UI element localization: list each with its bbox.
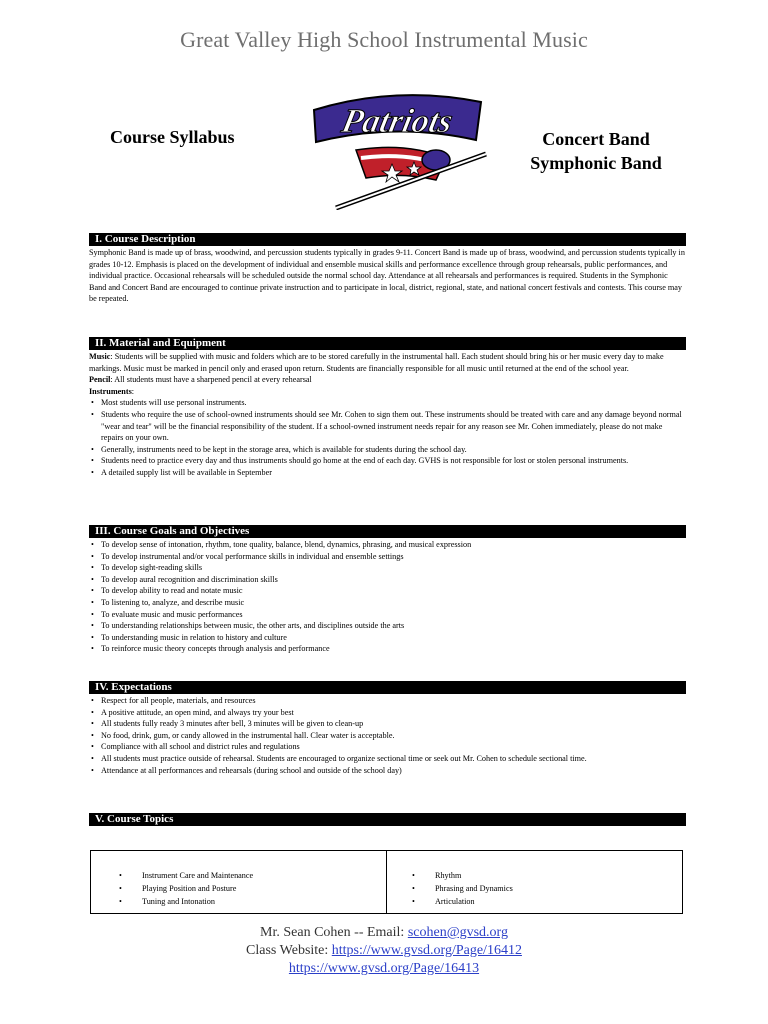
list-item: • A detailed supply list will be available in September (89, 467, 685, 479)
topics-column-right (387, 851, 682, 913)
concert-band-label: Concert Band (542, 129, 650, 149)
goals-list (89, 539, 685, 655)
instruments-paragraph (89, 386, 685, 398)
website-prefix: Class Website: (246, 943, 332, 958)
pencil-label: Pencil (89, 375, 111, 385)
list-item: • To develop sense of intonation, rhythm, tone quality, balance, blend, dynamics, phrasing, and musical expression (89, 539, 685, 551)
list-item: • Tuning and Intonation (91, 895, 386, 908)
page-title: Great Valley High School Instrumental Music (180, 27, 588, 52)
logo-text: Patriots (338, 102, 457, 140)
instruments-label: Instruments (89, 386, 132, 396)
instruments-colon: : (131, 386, 135, 396)
course-syllabus-heading: Course Syllabus (110, 127, 235, 147)
patriots-logo (296, 80, 496, 210)
list-item: • Attendance at all performances and rehearsals (during school and outside of the school day) (89, 765, 685, 777)
section-header-goals: III. Course Goals and Objectives (89, 525, 686, 538)
list-item: • A positive attitude, an open mind, and always try your best (89, 707, 685, 719)
list-item: • To reinforce music theory concepts through analysis and performance (89, 643, 685, 655)
music-text: : Students will be supplied with music and folders which are to be stored carefully in the instrumental hall. Each student should bring his or her music every day to make markings. Music must be marked in pencil only and erased upon return. Students are financially responsible for all music until returned at the end of the school year. (89, 352, 664, 373)
section-body-expectations (89, 695, 685, 776)
website-line (0, 942, 768, 960)
list-item: • To listening to, analyze, and describe music (89, 597, 685, 609)
email-link[interactable]: scohen@gvsd.org (407, 925, 508, 940)
list-item: • All students fully ready 3 minutes after bell, 3 minutes will be given to clean-up (89, 718, 685, 730)
list-item: • Phrasing and Dynamics (387, 882, 682, 895)
list-item: • To develop aural recognition and discrimination skills (89, 574, 685, 586)
section-header-materials: II. Material and Equipment (89, 337, 686, 350)
section-header-expectations: IV. Expectations (89, 681, 686, 694)
website-link-2[interactable]: https://www.gvsd.org/Page/16413 (288, 961, 480, 976)
list-item: • Playing Position and Posture (91, 882, 386, 895)
pencil-paragraph (89, 374, 685, 386)
expectations-list (89, 695, 685, 776)
list-item: • To develop sight-reading skills (89, 562, 685, 574)
topics-table (90, 850, 683, 914)
website-line-2 (0, 960, 768, 978)
list-item: • Respect for all people, materials, and resources (89, 695, 685, 707)
band-names-heading (496, 127, 696, 175)
list-item: • Compliance with all school and district rules and regulations (89, 741, 685, 753)
list-item: • To develop instrumental and/or vocal performance skills in individual and ensemble settings (89, 551, 685, 563)
contact-line (0, 924, 768, 942)
music-label: Music (89, 352, 111, 361)
list-item: • To understanding relationships between music, the other arts, and disciplines outside the arts (89, 620, 685, 632)
list-item: • Instrument Care and Maintenance (91, 869, 386, 882)
music-paragraph (89, 351, 685, 374)
list-item: • To evaluate music and music performances (89, 609, 685, 621)
list-item: • No food, drink, gum, or candy allowed in the instrumental hall. Clear water is acceptable. (89, 730, 685, 742)
list-item: • To understanding music in relation to history and culture (89, 632, 685, 644)
section-header-description: I. Course Description (89, 233, 686, 246)
list-item: • Students need to practice every day and thus instruments should go home at the end of each day. GVHS is not responsible for lost or stolen personal instruments. (89, 455, 685, 467)
list-item: • Articulation (387, 895, 682, 908)
section-body-materials (89, 351, 685, 479)
list-item: • Generally, instruments need to be kept in the storage area, which is available for students during the school day. (89, 444, 685, 456)
contact-prefix: Mr. Sean Cohen -- Email: (260, 925, 408, 940)
list-item: • Students who require the use of school-owned instruments should see Mr. Cohen to sign them out. These instruments should be treated with care and any damage beyond normal "wear and tear" will be the financial responsibility of the student. If a school-owned instrument needs repair for any reason see Mr. Cohen immediately, please do not make repairs on your own. (89, 409, 685, 444)
section-body-description (89, 247, 685, 305)
website-link-1[interactable]: https://www.gvsd.org/Page/16412 (331, 943, 522, 958)
section-body-goals (89, 539, 685, 655)
list-item: • All students must practice outside of rehearsal. Students are encouraged to organize sectional time or seek out Mr. Cohen to schedule sectional time. (89, 753, 685, 765)
instruments-list (89, 397, 685, 478)
symphonic-band-label: Symphonic Band (530, 153, 662, 173)
section-header-topics: V. Course Topics (89, 813, 686, 826)
list-item: • Most students will use personal instruments. (89, 397, 685, 409)
topics-column-left (91, 851, 387, 913)
list-item: • Rhythm (387, 869, 682, 882)
contact-footer (0, 924, 768, 978)
description-text: Symphonic Band is made up of brass, woodwind, and percussion students typically in grades 9-11. Concert Band is made up of brass, woodwind, and percussion students typically in grades 10-12. Emphasis is placed on the development of individual and ensemble musical skills and performance excellence through group rehearsals, public performances, and individual practice. Occasional rehearsals will be scheduled outside the normal school day. Attendance at all rehearsals and performances is required. Students in the Symphonic Band and Concert Band are encouraged to continue private instruction and to participate in local, district, regional, state, and national concert festivals and contests. This course may be repeated. (89, 248, 685, 304)
list-item: • To develop ability to read and notate music (89, 585, 685, 597)
pencil-text: : All students must have a sharpened pencil at every rehearsal (110, 375, 312, 385)
